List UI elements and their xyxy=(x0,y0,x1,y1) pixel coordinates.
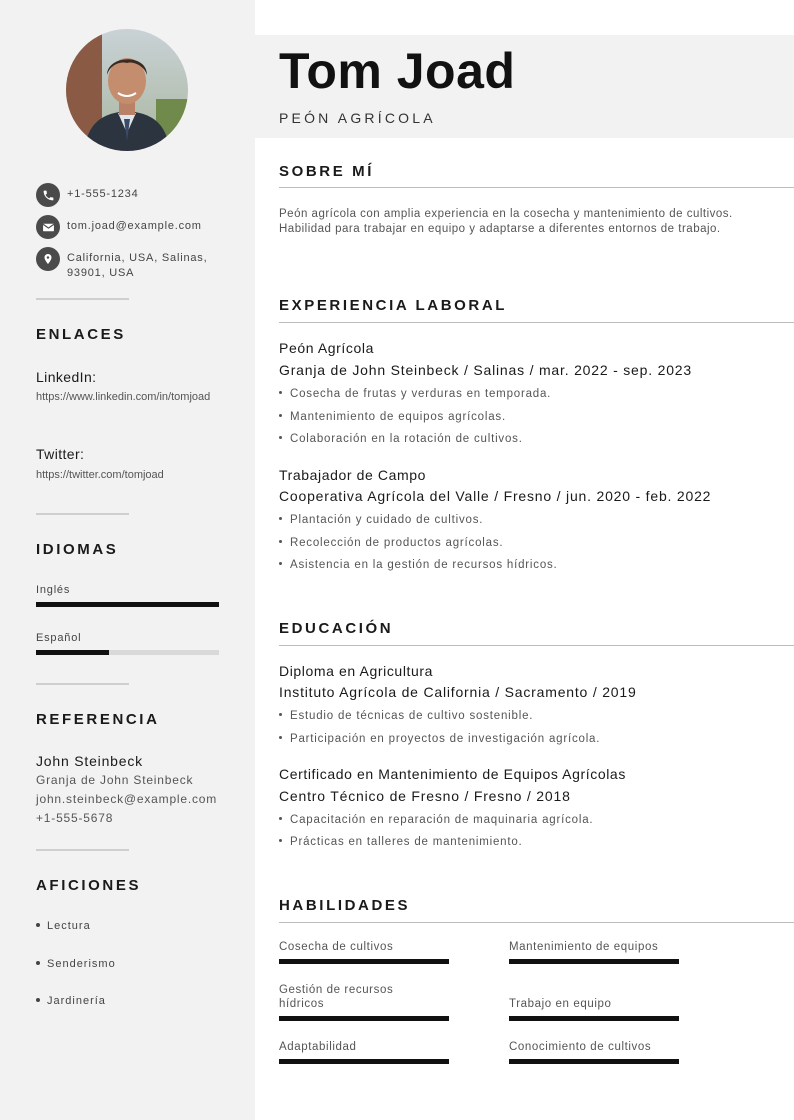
sidebar-divider xyxy=(36,298,129,300)
education-meta: Centro Técnico de Fresno / Fresno / 2018 xyxy=(279,788,571,804)
sidebar-divider xyxy=(36,849,129,851)
experience-bullet: Mantenimiento de equipos agrícolas. xyxy=(279,411,506,423)
about-text: Peón agrícola con amplia experiencia en la cosecha y mantenimiento de cultivos. Habilidad para trabajar en equipo y adaptarse a diferentes entornos de trabajo. xyxy=(279,208,733,235)
skill-bar xyxy=(509,1059,679,1064)
location-pin-icon xyxy=(36,247,60,271)
twitter-link[interactable]: https://twitter.com/tomjoad xyxy=(36,469,164,481)
mail-icon xyxy=(36,215,60,239)
hobbies-heading: AFICIONES xyxy=(36,877,142,894)
linkedin-link[interactable]: https://www.linkedin.com/in/tomjoad xyxy=(36,391,211,403)
contact-phone-text: +1-555-1234 xyxy=(67,188,139,200)
education-title: Diploma en Agricultura xyxy=(279,663,434,679)
experience-bullet: Colaboración en la rotación de cultivos. xyxy=(279,433,523,445)
skills-heading: HABILIDADES xyxy=(279,897,411,914)
section-rule xyxy=(279,322,794,323)
contact-list xyxy=(36,183,236,289)
contact-address xyxy=(36,247,236,281)
skill-bar xyxy=(509,959,679,964)
full-name: Tom Joad xyxy=(279,43,516,99)
job-title: PEÓN AGRÍCOLA xyxy=(279,110,436,126)
language-name-spanish: Español xyxy=(36,632,82,644)
skill-bar xyxy=(279,1059,449,1064)
section-rule xyxy=(279,922,794,923)
hobby-item: Lectura xyxy=(36,920,91,932)
experience-bullet: Asistencia en la gestión de recursos hídricos. xyxy=(279,559,558,571)
skill-label: Trabajo en equipo xyxy=(509,998,612,1010)
profile-photo xyxy=(66,29,188,151)
reference-email[interactable]: john.steinbeck@example.com xyxy=(36,792,218,806)
contact-phone xyxy=(36,183,236,207)
language-name-english: Inglés xyxy=(36,584,71,596)
contact-email xyxy=(36,215,236,239)
experience-title: Peón Agrícola xyxy=(279,340,374,356)
skill-label: Mantenimiento de equipos xyxy=(509,941,659,953)
education-bullet: Participación en proyectos de investigación agrícola. xyxy=(279,733,600,745)
language-bar-english xyxy=(36,602,219,607)
skill-label: Adaptabilidad xyxy=(279,1041,357,1053)
twitter-label: Twitter: xyxy=(36,446,85,462)
skill-label: Cosecha de cultivos xyxy=(279,941,394,953)
education-bullet: Capacitación en reparación de maquinaria agrícola. xyxy=(279,814,593,826)
reference-phone: +1-555-5678 xyxy=(36,811,114,825)
experience-title: Trabajador de Campo xyxy=(279,467,427,483)
links-heading: ENLACES xyxy=(36,326,126,343)
experience-bullet: Plantación y cuidado de cultivos. xyxy=(279,514,483,526)
phone-icon xyxy=(36,183,60,207)
education-bullet: Estudio de técnicas de cultivo sostenible. xyxy=(279,710,533,722)
reference-company: Granja de John Steinbeck xyxy=(36,773,194,787)
reference-heading: REFERENCIA xyxy=(36,711,160,728)
experience-meta: Granja de John Steinbeck / Salinas / mar. 2022 - sep. 2023 xyxy=(279,362,692,378)
skill-label: Conocimiento de cultivos xyxy=(509,1041,652,1053)
skill-label: Gestión de recursos hídricos xyxy=(279,984,394,1010)
skill-bar xyxy=(279,959,449,964)
education-meta: Instituto Agrícola de California / Sacramento / 2019 xyxy=(279,684,637,700)
about-heading: SOBRE MÍ xyxy=(279,163,374,180)
section-rule xyxy=(279,645,794,646)
languages-heading: IDIOMAS xyxy=(36,541,119,558)
hobby-item: Senderismo xyxy=(36,958,116,970)
contact-email-text[interactable]: tom.joad@example.com xyxy=(67,220,202,232)
experience-bullet: Recolección de productos agrícolas. xyxy=(279,537,503,549)
sidebar-divider xyxy=(36,683,129,685)
linkedin-label: LinkedIn: xyxy=(36,369,97,385)
education-bullet: Prácticas en talleres de mantenimiento. xyxy=(279,836,523,848)
hobby-item: Jardinería xyxy=(36,995,106,1007)
education-title: Certificado en Mantenimiento de Equipos Agrícolas xyxy=(279,766,626,782)
language-level-fill xyxy=(36,650,109,655)
skill-bar xyxy=(509,1016,679,1021)
sidebar-divider xyxy=(36,513,129,515)
main-content xyxy=(255,0,794,1120)
language-level-fill xyxy=(36,602,219,607)
section-rule xyxy=(279,187,794,188)
contact-address-text: California, USA, Salinas, 93901, USA xyxy=(67,252,208,279)
education-heading: EDUCACIÓN xyxy=(279,620,394,637)
experience-bullet: Cosecha de frutas y verduras en temporada. xyxy=(279,388,551,400)
experience-meta: Cooperativa Agrícola del Valle / Fresno / jun. 2020 - feb. 2022 xyxy=(279,488,712,504)
language-bar-spanish xyxy=(36,650,219,655)
reference-name: John Steinbeck xyxy=(36,753,143,769)
experience-heading: EXPERIENCIA LABORAL xyxy=(279,297,508,314)
sidebar xyxy=(0,0,255,1120)
skill-bar xyxy=(279,1016,449,1021)
